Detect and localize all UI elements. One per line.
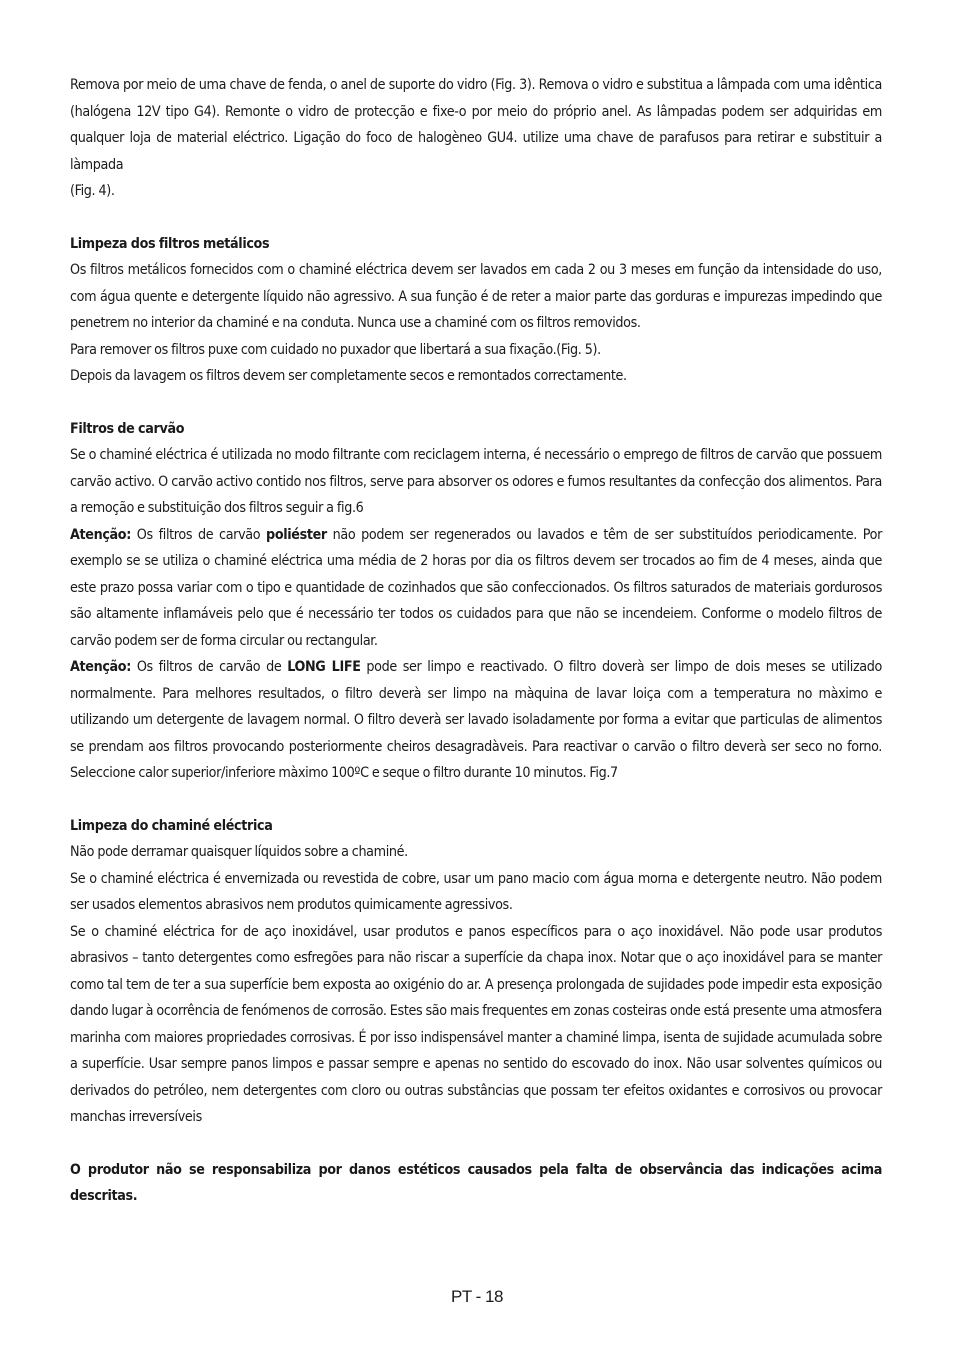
intro-paragraph: Remova por meio de uma chave de fenda, o anel de suporte do vidro (Fig. 3). Remova o vidro e substitua a lâmpada com uma idêntica (halógena 12V tipo G4). Remonte o vidro de protecção e fixe-o por meio do próprio anel. As lâmpadas podem ser adquiridas em qualquer loja de material eléctrico. Ligação do foco de halogèneo GU4. utilize uma chave de parafusos para retirar e substituir a làmpada [70,77,882,173]
carbon-filters-paragraph-3 [70,654,882,787]
page-content [70,72,882,1210]
hood-cleaning-paragraph-3: Se o chaminé eléctrica for de aço inoxidável, usar produtos e panos específicos para o aço inoxidável. Não pode usar produtos abrasivos – tanto detergentes como esfregões para não riscar a superfície da chapa inox. Notar que o aço inoxidável para se manter como tal tem de ter a sua superfície bem exposta ao oxigénio do ar. A presença prolongada de sujidades pode impedir esta exposição dando lugar à ocorrência de fenómenos de corrosão. Estes são mais frequentes em zonas costeiras onde está presente uma atmosfera marinha com maiores propriedades corrosivas. É por isso indispensável manter a chaminé limpa, isenta de sujidade acumulada sobre a superfície. Usar sempre panos limpos e passar sempre e apenas no sentido do escovado do inox. Não usar solventes químicos ou derivados do petróleo, nem detergentes com cloro ou outras substâncias que possam ter efeitos oxidantes e corrosivos ou provocar manchas irreversíveis [70,923,882,1125]
paragraph-text: Os filtros de carvão [130,526,267,543]
emphasis-polyester: poliéster [266,526,327,543]
attention-label: Atenção: [70,659,131,675]
spacer [70,205,882,231]
section-heading-carbon-filters: Filtros de carvão [70,420,185,437]
intro-figure-reference: (Fig. 4). [70,183,115,199]
spacer [70,1131,882,1157]
spacer [70,787,882,813]
page-number: PT - 18 [451,1287,503,1306]
paragraph-text: não podem ser regenerados ou lavados e têm de ser substituídos periodicamente. Por exemplo se se utiliza o chaminé eléctrica uma média de 2 horas por dia os filtros devem ser trocados ao fim de 4 meses, ainda que este prazo possa variar com o tipo e quantidade de cozinhados que são confeccionados. Os filtros saturados de materiais gordurosos são altamente inflamáveis pelo que é necessário ter todos os cuidados para que não se incendeiem. Conforme o modelo filtros de carvão podem ser de forma circular ou rectangular. [70,526,882,649]
attention-label: Atenção: [70,526,131,543]
hood-cleaning-paragraph-2: Se o chaminé eléctrica é envernizada ou revestida de cobre, usar um pano macio com água morna e detergente neutro. Não podem ser usados elementos abrasivos nem produtos quimicamente agressivos. [70,870,882,913]
section-heading-hood-cleaning: Limpeza do chaminé eléctrica [70,817,273,834]
metal-filters-paragraph-2: Para remover os filtros puxe com cuidado no puxador que libertará a sua fixação.(Fig. 5). [70,341,601,358]
paragraph-text: pode ser limpo e reactivado. O filtro doverà ser limpo de dois meses se utilizado normalmente. Para melhores resultados, o filtro deverà ser limpo na màquina de lavar loiça com a temperatura no màximo e utilizando um detergente de lavagem normal. O filtro deverà ser lavado isoladamente por forma a evitar que particulas de alimentos se prendam aos filtros provocando posteriormente cheiros desagradàveis. Para reactivar o carvão o filtro deverà ser seco no forno. Seleccione calor superior/inferiore màximo 100ºC e seque o filtro durante 10 minutos. Fig.7 [70,659,882,781]
carbon-filters-paragraph-1: Se o chaminé eléctrica é utilizada no modo filtrante com reciclagem interna, é necessário o emprego de filtros de carvão que possuem carvão activo. O carvão activo contido nos filtros, serve para absorver os odores e fumos resultantes da confecção dos alimentos. Para a remoção e substituição dos filtros seguir a fig.6 [70,447,882,516]
hood-cleaning-paragraph-1: Não pode derramar quaisquer líquidos sobre a chaminé. [70,844,408,860]
carbon-filters-paragraph-2 [70,522,882,655]
emphasis-long-life: LONG LIFE [287,659,361,675]
paragraph-text: Os filtros de carvão de [130,659,288,675]
section-heading-metal-filters: Limpeza dos filtros metálicos [70,235,270,252]
metal-filters-paragraph-3: Depois da lavagem os filtros devem ser completamente secos e remontados correctamente. [70,368,627,384]
spacer [70,390,882,416]
disclaimer: O produtor não se responsabiliza por danos estéticos causados pela falta de observância das indicações acima descritas. [70,1161,882,1204]
metal-filters-paragraph-1: Os filtros metálicos fornecidos com o chaminé eléctrica devem ser lavados em cada 2 ou 3 meses em função da intensidade do uso, com água quente e detergente líquido não agressivo. A sua função é de reter a maior parte das gorduras e impurezas impedindo que penetrem no interior da chaminé e na conduta. Nunca use a chaminé com os filtros removidos. [70,262,882,331]
